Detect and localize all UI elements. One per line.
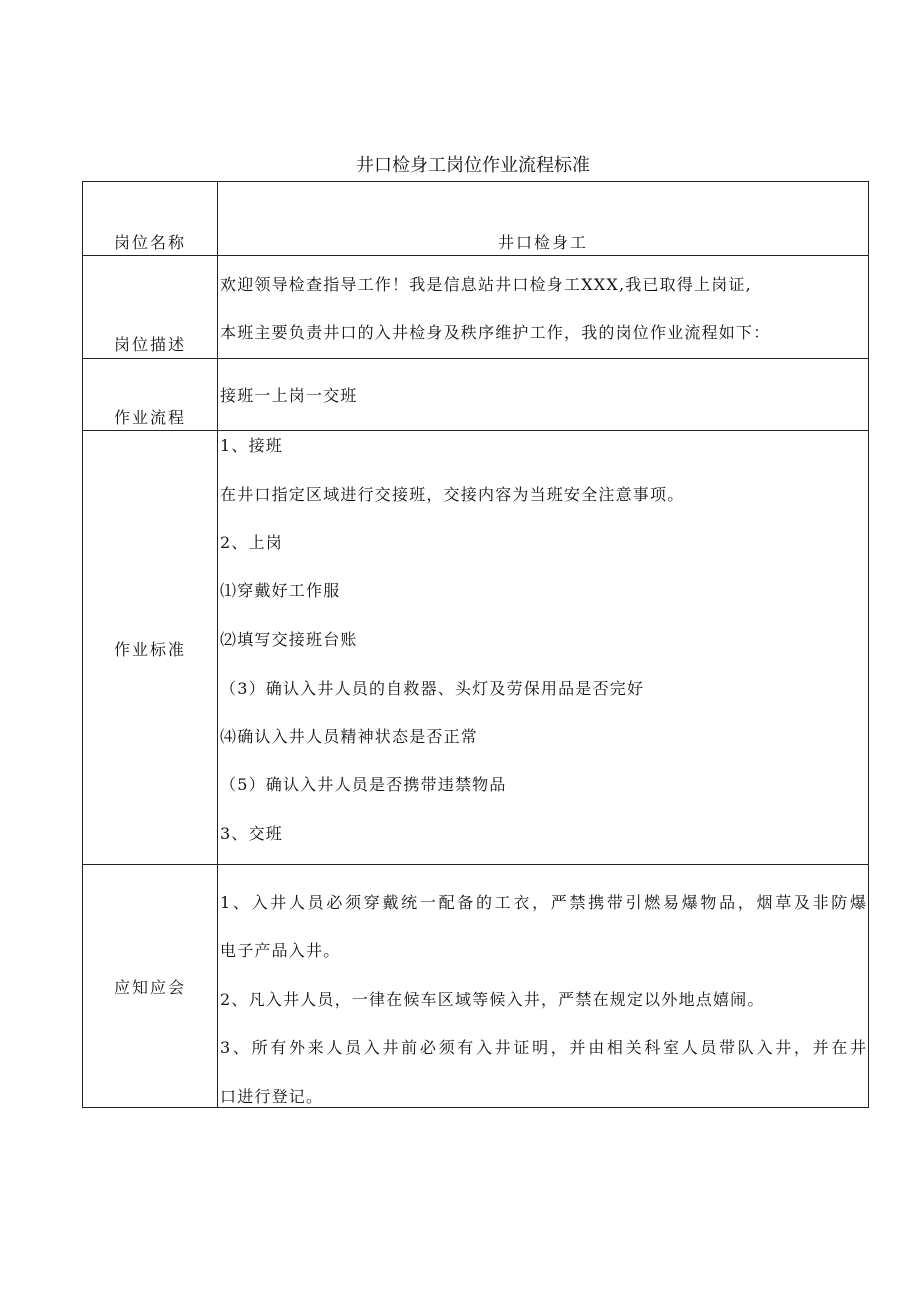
standard-line: 在井口指定区域进行交接班，交接内容为当班安全注意事项。 [220, 485, 685, 504]
knowledge-line: 口进行登记。 [220, 1087, 324, 1106]
knowledge-line: 2、凡入井人员，一律在候车区域等候入井，严禁在规定以外地点嬉闹。 [220, 990, 765, 1009]
label-cell [83, 256, 218, 359]
standard-line: ⑵填写交接班台账 [220, 630, 358, 649]
value-cell [218, 865, 869, 1108]
table-row-standard [83, 431, 869, 865]
table-row-description [83, 256, 869, 359]
label-cell [83, 865, 218, 1108]
table-row-name [83, 182, 869, 256]
label-cell [83, 431, 218, 865]
standard-line: （3）确认入井人员的自救器、头灯及劳保用品是否完好 [220, 679, 645, 698]
table-row-knowledge [83, 865, 869, 1108]
row-label-name: 岗位名称 [113, 233, 186, 252]
process-value: 接班一上岗一交班 [220, 386, 358, 405]
row-label-standard: 作业标准 [113, 640, 186, 659]
standard-line: （5）确认入井人员是否携带违禁物品 [220, 775, 507, 794]
label-cell [83, 182, 218, 256]
value-cell [218, 359, 869, 431]
knowledge-line: 1、入井人员必须穿戴统一配备的工衣，严禁携带引燃易爆物品，烟草及非防爆 [220, 893, 866, 912]
standard-line: 1、接班 [220, 436, 283, 455]
standard-line: 3、交班 [220, 824, 283, 843]
value-cell [218, 182, 869, 256]
table-row-process [83, 359, 869, 431]
knowledge-line: 电子产品入井。 [220, 941, 341, 960]
job-standard-table [82, 181, 869, 1108]
page-title: 井口检身工岗位作业流程标准 [356, 155, 590, 176]
value-cell [218, 431, 869, 865]
standard-line: ⑷确认入井人员精神状态是否正常 [220, 727, 479, 746]
standard-line: ⑴穿戴好工作服 [220, 581, 341, 600]
job-name-value: 井口检身工 [497, 233, 588, 252]
row-label-description: 岗位描述 [113, 335, 186, 354]
description-line: 欢迎领导检查指导工作！我是信息站井口检身工XXX,我已取得上岗证, [220, 275, 752, 294]
value-cell [218, 256, 869, 359]
label-cell [83, 359, 218, 431]
standard-line: 2、上岗 [220, 533, 283, 552]
knowledge-line: 3、所有外来人员入井前必须有入井证明，并由相关科室人员带队入井，并在井 [220, 1038, 866, 1057]
description-line: 本班主要负责井口的入井检身及秩序维护工作，我的岗位作业流程如下： [220, 323, 771, 342]
row-label-process: 作业流程 [113, 408, 186, 427]
row-label-knowledge: 应知应会 [113, 978, 186, 997]
